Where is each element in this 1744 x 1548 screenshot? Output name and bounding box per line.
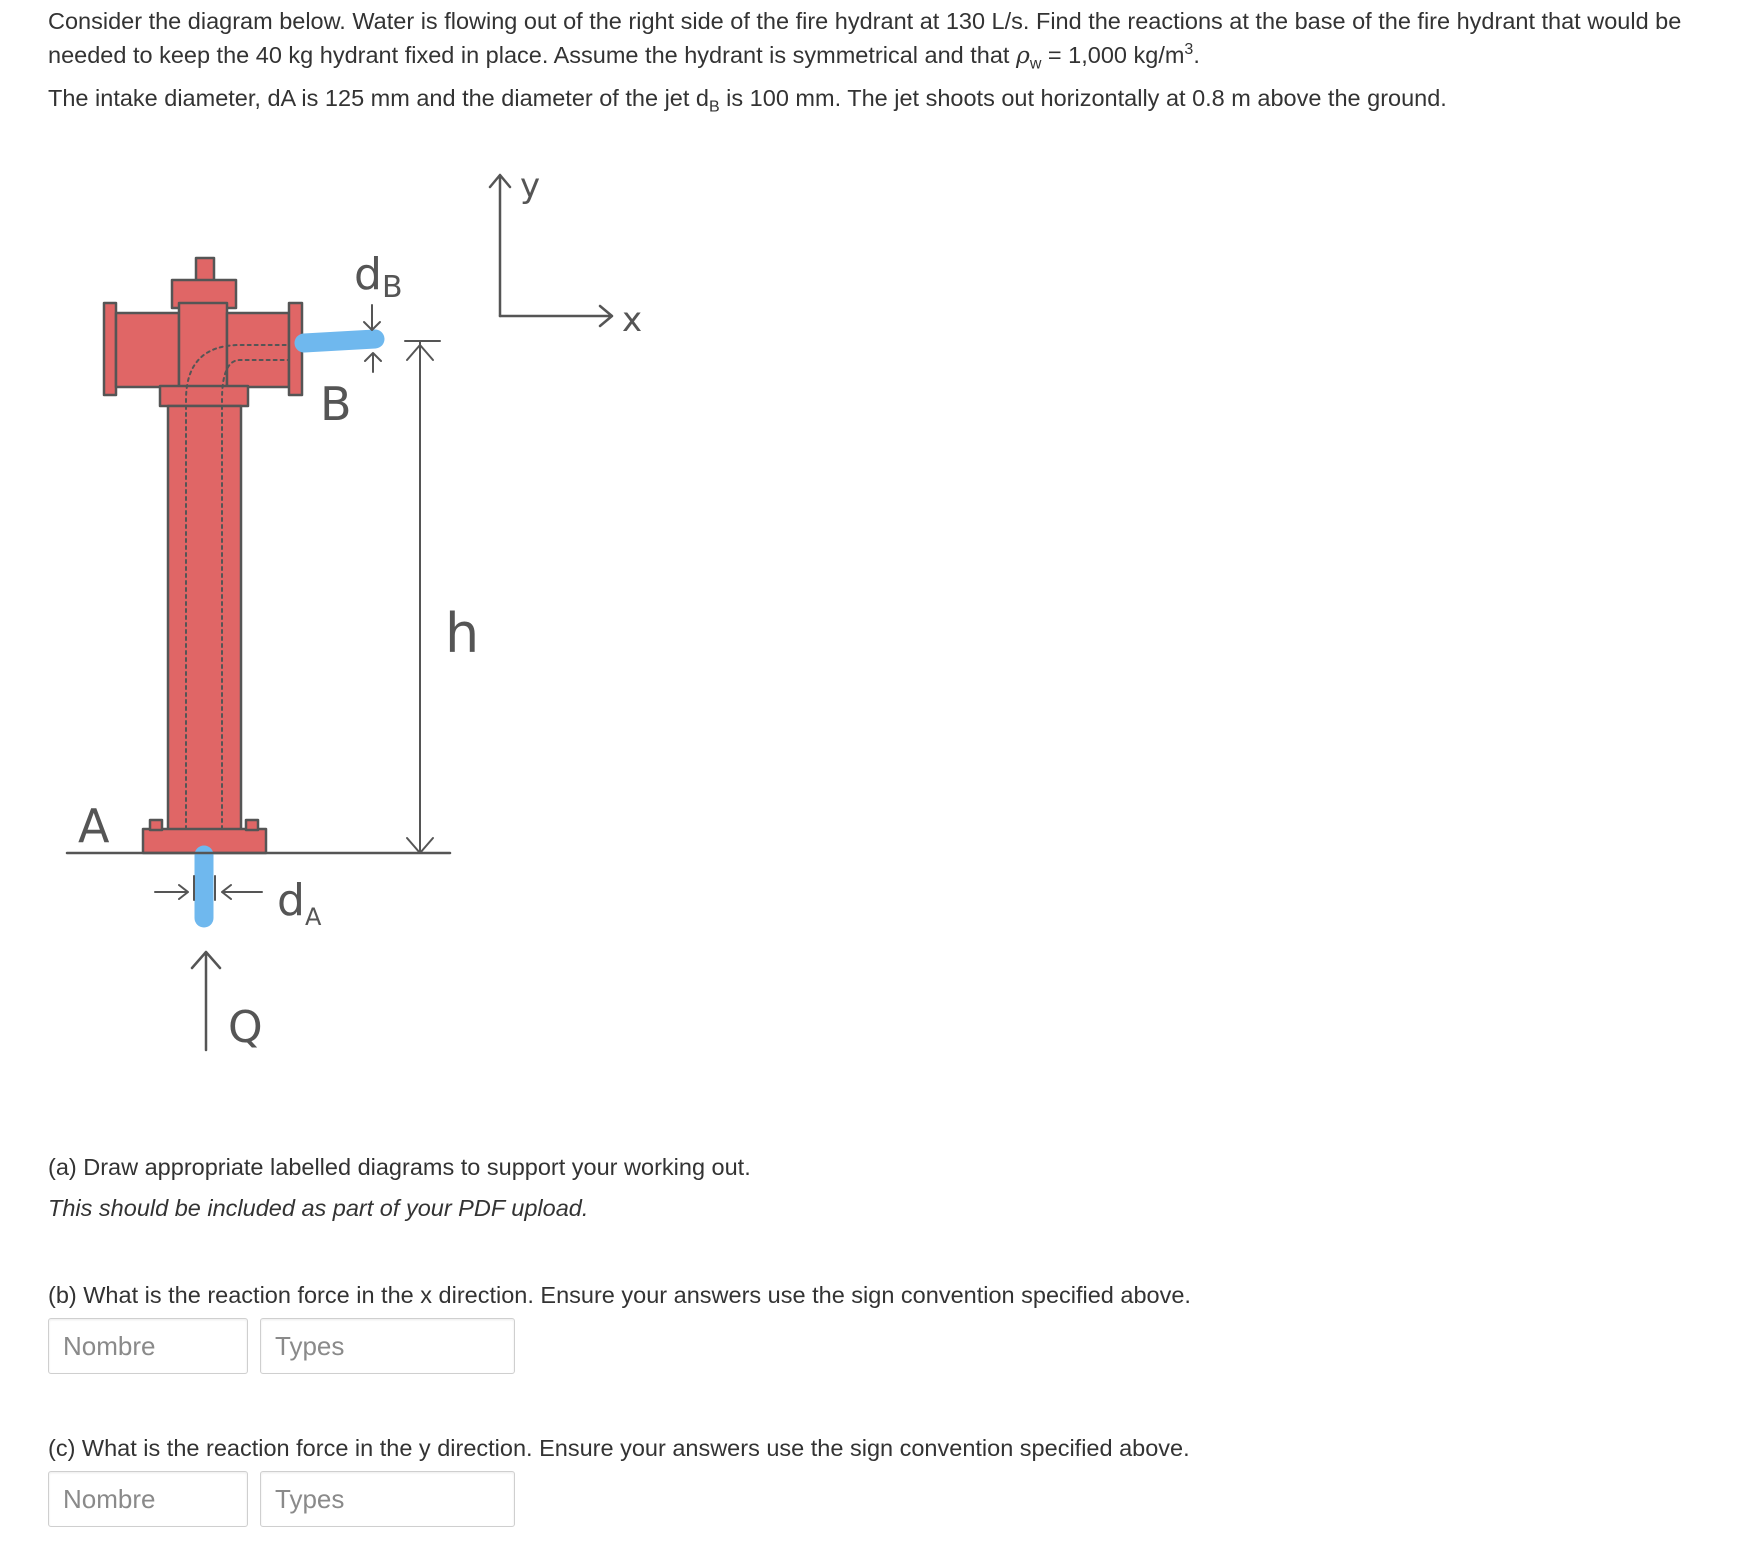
outlet-diameter-d: d bbox=[354, 249, 382, 300]
inlet-diameter-d: d bbox=[277, 875, 305, 926]
outlet-diameter-label bbox=[354, 249, 403, 305]
p1-text-2: = 1,000 kg/m bbox=[1041, 42, 1185, 68]
inlet-diameter-label bbox=[277, 875, 322, 931]
p1-text: Consider the diagram below. Water is flowing out of the right side of the fire hydrant at 130 L/s. Find the reactions at the base of the fire hydrant that would be needed to keep the 40 kg hydrant fixed in place. Assume the hydrant is symmetrical and that bbox=[48, 8, 1682, 68]
question-b-number-input[interactable] bbox=[48, 1318, 248, 1374]
rho-symbol: ρ bbox=[1015, 41, 1030, 69]
question-b-unit-input[interactable] bbox=[260, 1318, 515, 1374]
height-label: h bbox=[445, 602, 480, 665]
height-dimension bbox=[405, 341, 440, 853]
p1-text-3: . bbox=[1193, 42, 1200, 68]
axis-x-label: x bbox=[622, 300, 643, 340]
cubic-superscript: 3 bbox=[1184, 41, 1194, 59]
p2-text-2: is 100 mm. The jet shoots out horizontally at 0.8 m above the ground. bbox=[719, 85, 1447, 111]
question-c-unit-input[interactable] bbox=[260, 1471, 515, 1527]
axis-arrows bbox=[490, 175, 612, 326]
outlet-diameter-sub: B bbox=[381, 270, 403, 305]
rho-subscript: w bbox=[1029, 55, 1042, 73]
jet-subscript: B bbox=[708, 98, 720, 116]
outlet-B-label: B bbox=[320, 377, 352, 431]
flow-Q-label: Q bbox=[228, 1002, 263, 1053]
outlet-water-jet bbox=[304, 339, 375, 343]
question-a-note: This should be included as part of your PDF upload. bbox=[48, 1195, 589, 1221]
question-b-text: (b) What is the reaction force in the x direction. Ensure your answers use the sign convention specified above. bbox=[48, 1282, 1191, 1308]
question-c-text: (c) What is the reaction force in the y direction. Ensure your answers use the sign convention specified above. bbox=[48, 1435, 1190, 1461]
axis-y-label: y bbox=[520, 166, 541, 206]
question-a-text: (a) Draw appropriate labelled diagrams to support your working out. bbox=[48, 1154, 751, 1180]
p2-text: The intake diameter, dA is 125 mm and the diameter of the jet d bbox=[48, 85, 709, 111]
inlet-diameter-sub: A bbox=[304, 903, 322, 931]
question-c-number-input[interactable] bbox=[48, 1471, 248, 1527]
flow-Q-arrow bbox=[192, 952, 220, 1050]
inlet-A-label: A bbox=[78, 799, 110, 853]
hydrant-body bbox=[104, 258, 302, 853]
